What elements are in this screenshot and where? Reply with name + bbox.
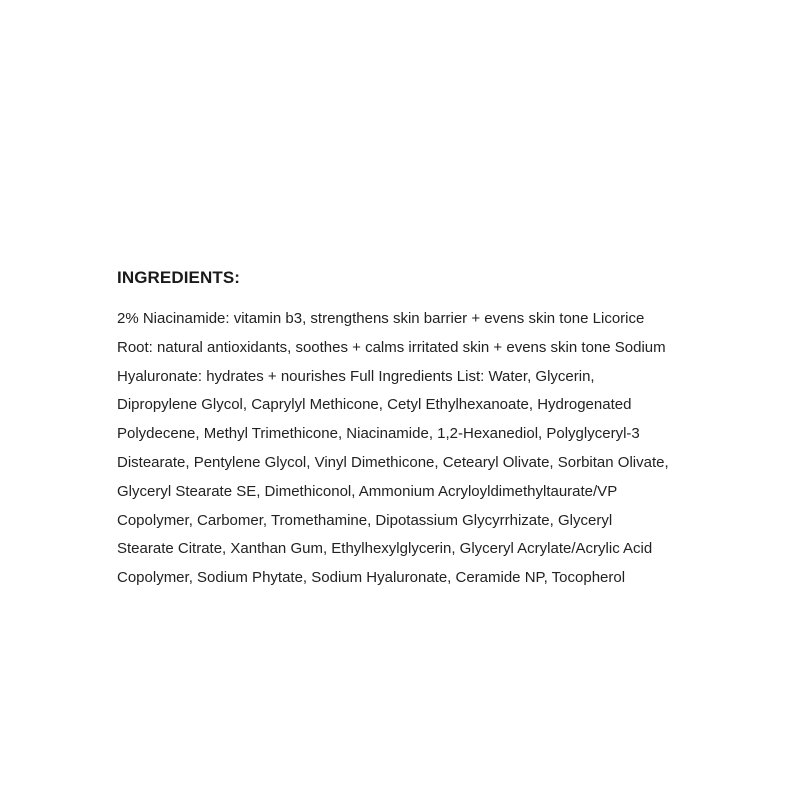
ingredients-line: Hyaluronate: hydrates + nourishes Full Ingredients List: Water, Glycerin,	[117, 367, 595, 385]
ingredients-section	[117, 264, 717, 593]
ingredients-line: 2% Niacinamide: vitamin b3, strengthens skin barrier + evens skin tone Licorice	[117, 310, 645, 327]
ingredients-line: Dipropylene Glycol, Caprylyl Methicone, Cetyl Ethylhexanoate, Hydrogenated	[117, 396, 632, 414]
ingredients-line: Root: natural antioxidants, soothes + calms irritated skin + evens skin tone Sodium	[117, 338, 666, 356]
ingredients-line: Copolymer, Carbomer, Tromethamine, Dipotassium Glycyrrhizate, Glyceryl	[117, 511, 613, 529]
ingredients-line: Glyceryl Stearate SE, Dimethiconol, Ammonium Acryloyldimethyltaurate/VP	[117, 482, 618, 500]
ingredients-heading: INGREDIENTS:	[117, 268, 241, 287]
ingredients-line: Copolymer, Sodium Phytate, Sodium Hyaluronate, Ceramide NP, Tocopherol	[117, 569, 626, 587]
ingredients-line: Polydecene, Methyl Trimethicone, Niacinamide, 1,2-Hexanediol, Polyglyceryl-3	[117, 425, 640, 443]
ingredients-body	[117, 305, 717, 593]
ingredients-line: Stearate Citrate, Xanthan Gum, Ethylhexylglycerin, Glyceryl Acrylate/Acrylic Acid	[117, 540, 653, 558]
ingredients-line: Distearate, Pentylene Glycol, Vinyl Dimethicone, Cetearyl Olivate, Sorbitan Olivate,	[117, 453, 669, 471]
